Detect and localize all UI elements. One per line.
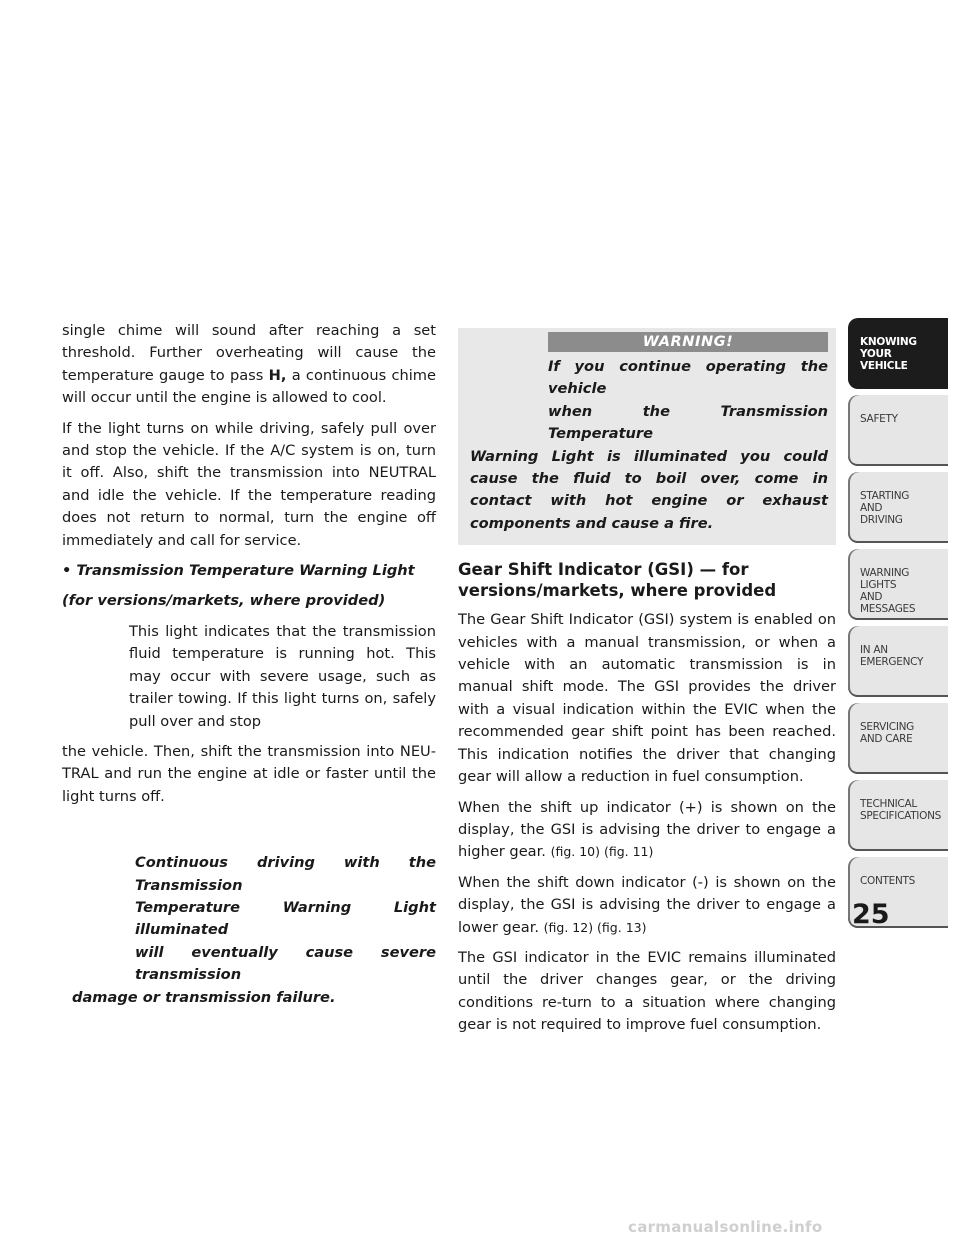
tab-label: SERVICING AND CARE: [860, 721, 915, 745]
paragraph-text: single chime will sound after reaching a set threshold. Further overheating will cause the temperature gauge to pass: [62, 322, 436, 384]
tab-label: TECHNICAL SPECIFICATIONS: [860, 798, 941, 822]
tab-technical-specifications[interactable]: [848, 780, 948, 851]
bullet-title-line1: • Transmission Temperature Warning Light: [62, 562, 415, 580]
paragraph-gsi-remains: The GSI indicator in the EVIC remains illuminated until the driver changes gear, or the driving conditions re-turn to a situation where changing gear is not required to improve fuel consumption.: [458, 948, 836, 1034]
tab-label: WARNING LIGHTS AND MESSAGES: [860, 567, 916, 615]
tab-label: STARTING AND DRIVING: [860, 490, 910, 526]
caution-line: Continuous driving with the Transmission: [135, 854, 436, 894]
paragraph-shift-up: [458, 797, 836, 864]
warning-header: WARNING!: [548, 332, 828, 352]
paragraph-light-on: If the light turns on while driving, safely pull over and stop the vehicle. If the A/C system is on, turn it off. Also, shift the transmission into NEUTRAL and idle the vehicle. If the temperature reading does not return to normal, turn the engine off immediately and call for service.: [62, 419, 436, 549]
warning-line: when the Transmission Temperature: [548, 402, 828, 443]
section-heading: Gear Shift Indicator (GSI) — for versions/markets, where provided: [458, 560, 777, 601]
warning-line: If you continue operating the vehicle: [548, 358, 828, 398]
figure-reference[interactable]: (fig. 12) (fig. 13): [543, 919, 647, 935]
tab-warning-lights[interactable]: [848, 549, 948, 620]
right-column: [458, 328, 836, 1045]
caution-line: damage or transmission failure.: [72, 988, 336, 1006]
tab-label: IN AN EMERGENCY: [860, 644, 924, 668]
tab-knowing-your-vehicle[interactable]: [848, 318, 948, 389]
warning-text: [470, 356, 828, 535]
figure-reference[interactable]: (fig. 10) (fig. 11): [550, 844, 654, 860]
caution-line: will eventually cause severe transmission: [135, 943, 436, 984]
tab-starting-and-driving[interactable]: [848, 472, 948, 543]
bullet-title-line2: (for versions/markets, where provided): [62, 592, 386, 610]
paragraph-text: When the shift up indicator (+) is shown on the display, the GSI is advising the driver to engage a higher gear.: [458, 798, 836, 861]
bullet-continued-text: the vehicle. Then, shift the transmission into NEU-TRAL and run the engine at idle or faster until the light turns off.: [62, 742, 436, 805]
paragraph-gsi: The Gear Shift Indicator (GSI) system is enabled on vehicles with a manual transmission, or when a vehicle with an automatic transmission is in manual shift mode. The GSI provides the driver with a visual indication within the EVIC when the recommended gear shift point has been reached. This indication notifies the driver that changing gear will allow a reduction in fuel consumption.: [458, 611, 836, 786]
paragraph-shift-down: [458, 872, 836, 939]
left-column: [62, 320, 436, 1009]
warning-box: [458, 328, 836, 545]
tab-label: KNOWING YOUR VEHICLE: [860, 336, 917, 372]
caution-note: [62, 830, 436, 1009]
tab-servicing[interactable]: [848, 703, 948, 774]
page-number: 25: [852, 899, 890, 930]
tab-safety[interactable]: [848, 395, 948, 466]
paragraph-overheat: [62, 320, 436, 410]
caution-line: Temperature Warning Light illuminated: [135, 898, 436, 939]
paragraph-text: a continuous chime will occur until the engine is allowed to cool.: [62, 366, 436, 407]
tab-label: CONTENTS: [860, 875, 916, 887]
gauge-h-mark: H,: [268, 366, 287, 384]
bullet-indented-text: This light indicates that the transmission fluid temperature is running hot. This may occur with severe usage, such as trailer towing. If this light turns on, safely pull over and stop: [129, 622, 436, 730]
tab-in-an-emergency[interactable]: [848, 626, 948, 697]
chapter-tabs: [848, 318, 948, 934]
tab-label: SAFETY: [860, 413, 898, 425]
watermark: carmanualsonline.info: [628, 1218, 823, 1236]
warning-line: Warning Light is illuminated you could cause the fluid to boil over, come in contact with hot engine or exhaust components and cause a fire.: [470, 447, 828, 532]
paragraph-text: When the shift down indicator (-) is shown on the display, the GSI is advising the driver to engage a lower gear.: [458, 873, 836, 936]
